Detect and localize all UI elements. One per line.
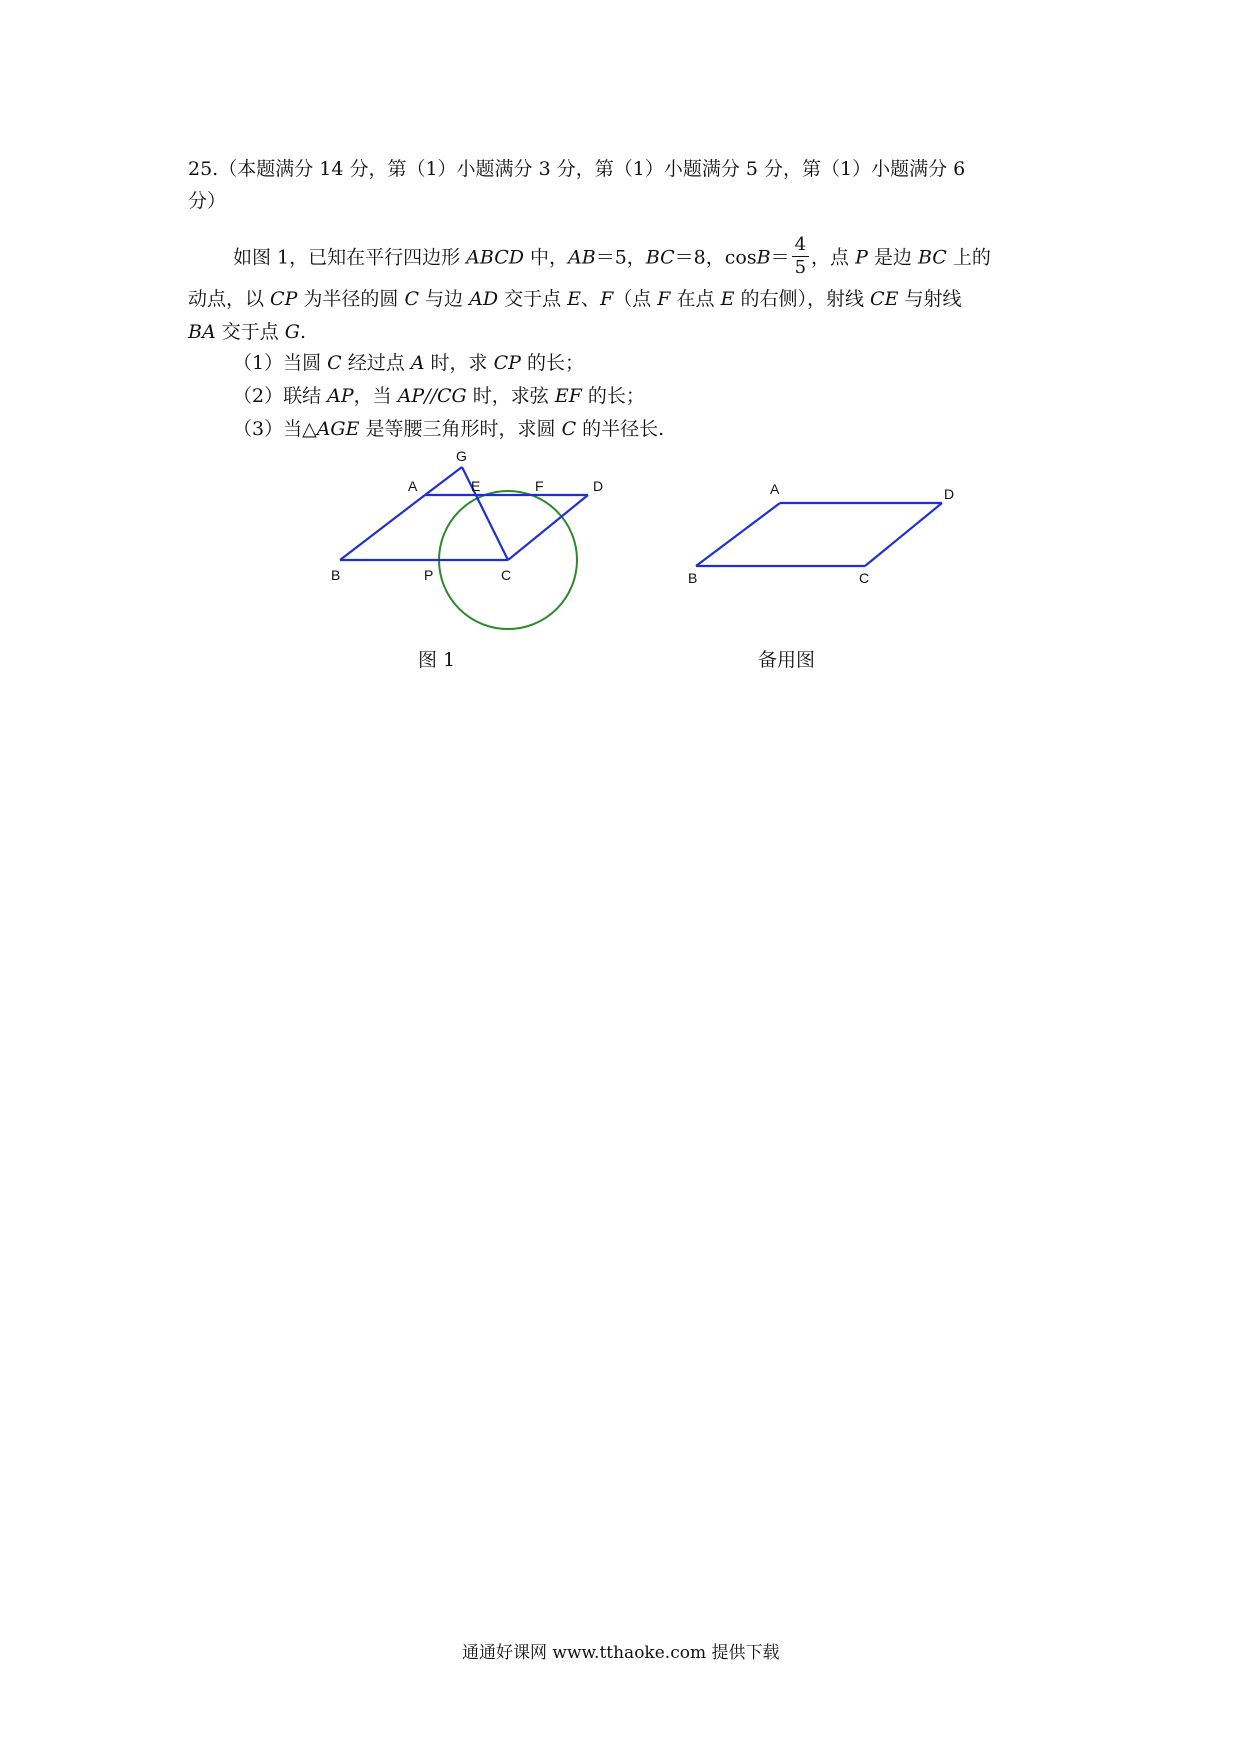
stem-text: . [299,321,307,343]
label-a: A [770,481,780,497]
stem-text: 的右侧），射线 [734,288,871,310]
stem-text: 中， [523,246,569,269]
stem-var: BC [645,246,675,269]
stem-var: BA [188,321,216,343]
problem-stem-line1 [233,236,991,281]
question-1 [233,351,584,375]
question-3 [233,417,664,441]
fraction-numerator: 4 [792,234,809,257]
q-text: 经过点 [341,352,411,374]
page-footer: 通通好课网 www.tthaoke.com 提供下载 [462,1643,780,1663]
stem-var: E [567,288,582,310]
stem-var: BC [917,246,947,269]
problem-stem-line3 [188,320,306,344]
stem-text: 交于点 [215,321,285,343]
fraction-denominator: 5 [794,257,807,278]
q-text: 是等腰三角形时，求圆 [359,418,562,440]
label-c: C [501,567,512,583]
stem-var: AD [469,288,499,310]
stem-var: B [756,246,771,269]
stem-var: P [855,246,868,269]
stem-text: 为半径的圆 [297,288,405,310]
problem-header-line1: 25.（本题满分 14 分，第（1）小题满分 3 分，第（1）小题满分 5 分，第（1）小题满分 6 [188,158,966,180]
stem-var: CP [270,288,298,310]
stem-var: E [720,288,735,310]
q-var: C [561,418,577,440]
figure-2-caption: 备用图 [758,649,816,671]
q-text: （2）联结 [233,385,328,407]
segment-cg [462,467,508,560]
segment-ab [696,503,780,566]
label-d: D [944,486,955,502]
label-g: G [456,448,467,464]
segment-ab [340,495,425,560]
q-var: EF [554,385,582,407]
q-text: ，当 [353,385,398,407]
question-2 [233,384,645,408]
stem-text: 与边 [419,288,470,310]
q-text: 的长； [520,352,584,374]
label-c: C [859,570,870,586]
stem-var: C [404,288,420,310]
q-text: 的长； [581,385,645,407]
stem-text: ，点 [811,246,856,269]
segment-cd [865,503,942,566]
problem-stem-line2 [188,287,962,311]
label-p: P [424,567,434,583]
stem-text: 是边 [867,246,918,269]
q-var: C [327,352,342,374]
segment-ag [425,467,462,495]
stem-text: 在点 [670,288,721,310]
cosb-fraction [792,234,809,279]
stem-text: （点 [613,288,658,310]
stem-text: 、 [581,288,601,310]
stem-var: CE [870,288,899,310]
figure-2 [680,475,960,595]
q-var: A [410,352,425,374]
q-var: AGE [316,418,360,440]
q-text: （1）当圆 [233,352,328,374]
stem-var: F [600,288,614,310]
stem-text: 交于点 [498,288,568,310]
label-b: B [688,570,698,586]
stem-text: ＝8，cos [674,246,757,269]
stem-var: F [657,288,671,310]
label-f: F [535,478,544,494]
stem-text: 如图 1，已知在平行四边形 [233,246,467,269]
problem-header-line2: 分） [188,190,227,212]
label-e: E [471,478,481,494]
stem-text: 与射线 [898,288,962,310]
label-b: B [331,567,341,583]
stem-text: 动点，以 [188,288,271,310]
stem-text: ＝5， [595,246,646,269]
stem-var: ABCD [466,246,524,269]
q-var: AP [327,385,354,407]
stem-text: 上的 [946,246,991,269]
stem-var: AB [568,246,596,269]
q-text: 时，求弦 [466,385,555,407]
q-var: AP//CG [397,385,467,407]
stem-text: ＝ [770,246,790,269]
figure-1-caption: 图 1 [418,649,456,671]
figure-1 [320,445,620,635]
label-a: A [408,478,418,494]
label-d: D [593,478,604,494]
q-var: CP [493,352,521,374]
q-text: 时，求 [424,352,494,374]
stem-var: G [284,321,300,343]
q-text: 的半径长. [576,418,665,440]
q-text: （3）当△ [233,418,317,440]
